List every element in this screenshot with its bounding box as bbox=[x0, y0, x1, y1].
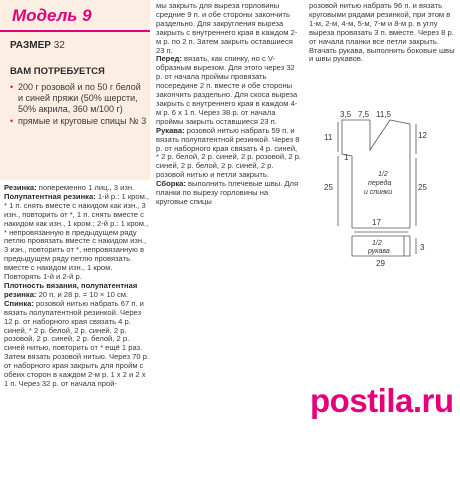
paragraph-back: Спинка: розовой нитью набрать 67 п. и вязать полупатентной резинкой. Через 12 р. от наборного края связать 4 р. синей, * 2 р. белой, 2 р. синей, 2 р. розовой, 2 р. синей, 2 р. белой, 2 р. синей нитью, повторить от * ещё 1 раз. Затем вязать розовой нитью. Через 70 р. от наборного края закрыть для пройм с обеих сторон в каждом 2-м р. 1 х 2 и 2 х 1 п. Через 32 р. от начала прой- bbox=[4, 298, 150, 388]
instructions-column-1 bbox=[4, 184, 150, 389]
dimension-label: 3,5 bbox=[340, 110, 352, 119]
dimension-label: 12 bbox=[418, 131, 427, 140]
paragraph-back-continued: мы закрыть для выреза горловины средние 9 п. и обе стороны закончить раздельно. Для закругления выреза закрыть с внутреннего края в каждом 2-м р. по 2 п. Затем закрыть оставшиеся 23 п. bbox=[156, 1, 298, 55]
dimension-label: 17 bbox=[372, 218, 381, 227]
sleeve-fraction: 1/2 bbox=[372, 240, 382, 247]
front-back-label: переда bbox=[368, 180, 392, 187]
dimension-label: 1 bbox=[344, 153, 349, 162]
materials-item: • прямые и круговые спицы № 3 bbox=[10, 116, 148, 127]
paragraph-half-fisherman-rib: Полупатентная резинка: 1-й р.: 1 кром., * 1 п. снять вместе с накидом как изн., 3 изн., повторить от *, 1 п. снять вместе с накидом как изн., 1 кром.; 2-й р.: 1 кром., * непровязанную в предыдущем ряду петлю провязать вместе с накидом изн., 3 изн., повторить от *, непровязанную в предыдущем ряду петлю провязать вместе с накидом изн., 1 кром. Повторять 1-й и 2-й р. bbox=[4, 191, 150, 282]
front-back-fraction: 1/2 bbox=[378, 171, 388, 178]
instructions-column-2 bbox=[156, 2, 302, 207]
dimension-label: 7,5 bbox=[358, 110, 370, 119]
paragraph-gauge: Плотность вязания, полупатентная резинка: 20 п. и 28 р. = 10 × 10 см. bbox=[4, 280, 138, 299]
dimension-label: 11 bbox=[324, 133, 333, 142]
size-label: РАЗМЕР bbox=[10, 40, 51, 51]
size-line bbox=[10, 40, 65, 51]
materials-item: • 200 г розовой и по 50 г белой и синей пряжи (50% шерсти, 50% акрила, 360 м/100 г) bbox=[10, 82, 148, 115]
front-back-piece-outline bbox=[342, 120, 410, 228]
sleeve-label: рукава bbox=[368, 248, 390, 255]
front-back-label: и спинки bbox=[364, 189, 393, 196]
materials-header: ВАМ ПОТРЕБУЕТСЯ bbox=[10, 66, 105, 77]
instructions-column-3 bbox=[309, 2, 459, 64]
model-info-panel bbox=[0, 0, 150, 180]
watermark-logo: postila.ru bbox=[310, 382, 454, 419]
title-divider bbox=[0, 30, 150, 32]
paragraph-assembly: Сборка: выполнить плечевые швы. Для планки по вырезу горловины на круговые спицы bbox=[156, 179, 299, 206]
dimension-label: 11,5 bbox=[376, 110, 391, 119]
dimension-label: 25 bbox=[418, 183, 427, 192]
paragraph-sleeves: Рукава: розовой нитью набрать 59 п. и вязать полупатентной резинкой. Через 8 р. от наборного края связать 4 р. синей, * 2 р. белой, 2 р. синей, 2 р. розовой, 2 р. синей, 2 р. белой, 2 р. синей, 2 р. розовой нитью и петли закрыть. bbox=[156, 125, 302, 180]
paragraph-rib: Резинка: попеременно 1 лиц., 3 изн. bbox=[4, 183, 135, 192]
model-title: Модель 9 bbox=[12, 6, 92, 25]
dimension-label: 3 bbox=[420, 243, 425, 252]
size-value: 32 bbox=[53, 40, 65, 51]
materials-list bbox=[10, 82, 148, 128]
pattern-schematic bbox=[312, 110, 460, 270]
dimension-label: 29 bbox=[376, 259, 385, 268]
dimension-label: 25 bbox=[324, 183, 333, 192]
paragraph-assembly-continued: розовой нитью набрать 96 п. и вязать круговыми рядами резинкой, при этом в 1-м, 2-м, 4-м, 5-м, 7-м и 8-м р. в углу выреза провязать 3 п. вместе. Через 8 р. от начала планки все петли закрыть. Втачать рукава, выполнить боковые швы и швы рукавов. bbox=[309, 1, 455, 64]
paragraph-front: Перед: вязать, как спинку, но с V-образным вырезом. Для этого через 32 р. от начала проймы провязать посередине 2 п. вместе и обе стороны закончить раздельно. Для скоса выреза закрыть с внутреннего края в каждом 4-м р. 6 х 1 п. Через 38 р. от начала проймы закрыть оставшиеся 23 п. bbox=[156, 54, 298, 126]
